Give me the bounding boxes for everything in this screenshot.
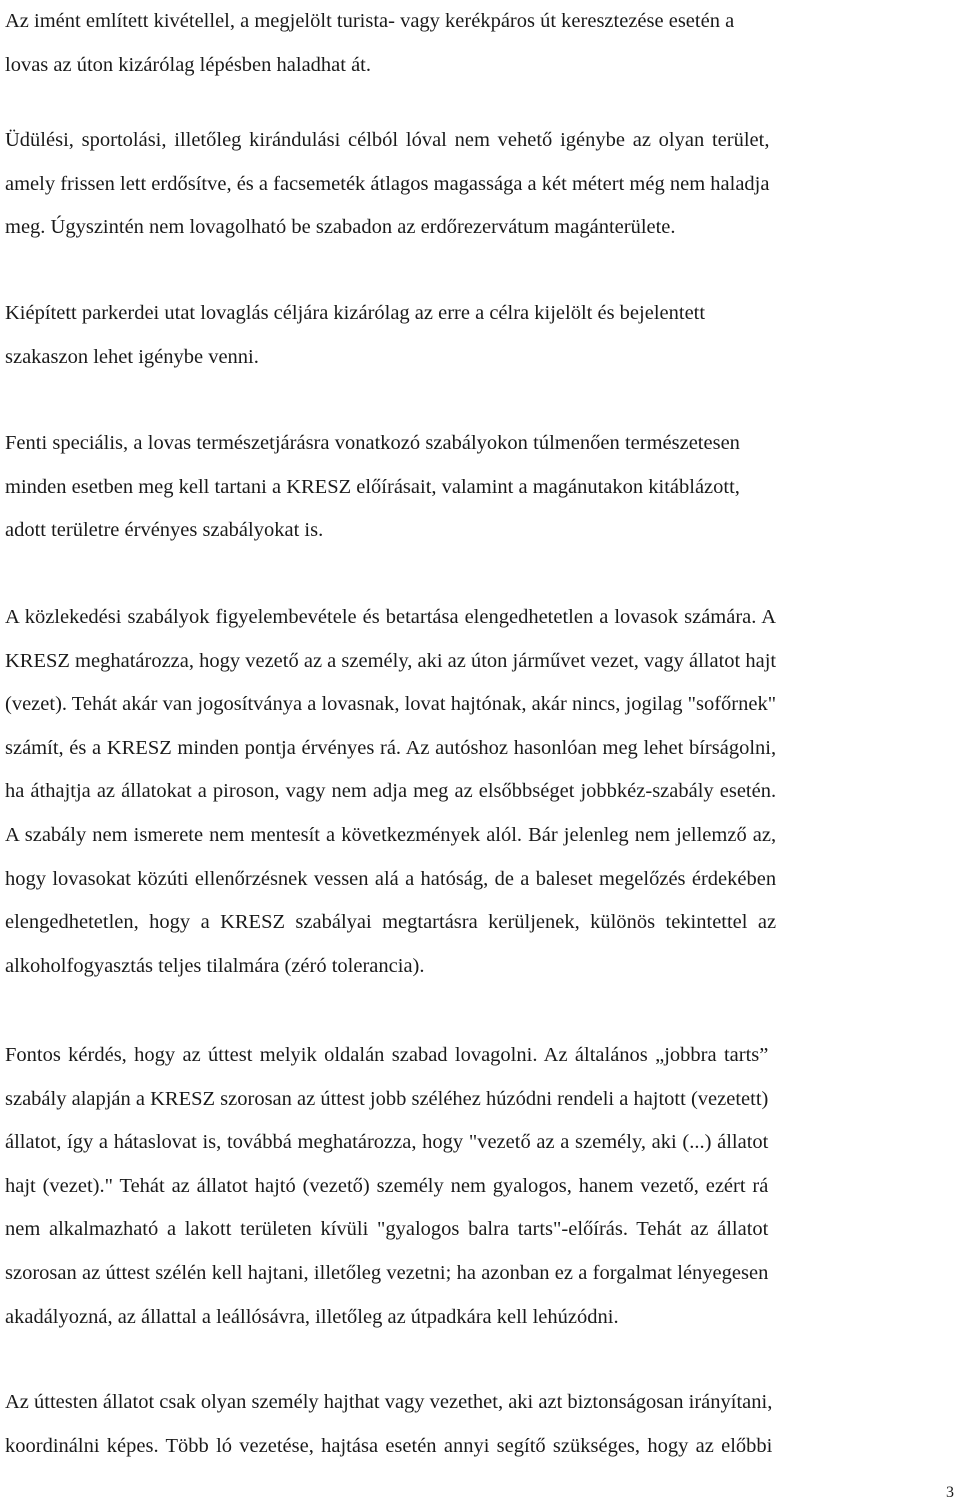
page-number: 3 (946, 1484, 954, 1501)
text-line: alkoholfogyasztás teljes tilalmára (zéró tolerancia). (5, 954, 425, 977)
text-line: nem alkalmazható a lakott területen kívüli "gyalogos balra tarts"-előírás. Tehát az állatot (5, 1218, 769, 1241)
text-line: Az úttesten állatot csak olyan személy hajthat vagy vezethet, aki azt biztonságosan irányítani, (5, 1391, 773, 1413)
text-line: Kiépített parkerdei utat lovaglás céljára kizárólag az erre a célra kijelölt és bejelentett (5, 302, 706, 324)
text-line: meg. Úgyszintén nem lovagolható be szabadon az erdőrezervátum magánterülete. (5, 216, 676, 239)
text-line: Fontos kérdés, hogy az úttest melyik oldalán szabad lovagolni. Az általános „jobbra tarts” (5, 1044, 769, 1066)
text-line: KRESZ meghatározza, hogy vezető az a személy, aki az úton járművet vezet, vagy állatot hajt (5, 649, 777, 672)
text-line: amely frissen lett erdősítve, és a facsemeték átlagos magassága a két métert még nem haladja (5, 172, 770, 195)
text-line: hajt (vezet)." Tehát az állatot hajtó (vezető) személy nem gyalogos, hanem vezető, ezért rá (5, 1174, 769, 1197)
paragraph-1 (5, 0, 734, 87)
paragraph-5 (5, 596, 776, 988)
paragraph-6 (5, 1034, 768, 1339)
text-line: Üdülési, sportolási, illetőleg kirándulási célból lóval nem vehető igénybe az olyan terület, (5, 129, 770, 151)
text-line: számít, és a KRESZ minden pontja érvényes rá. Az autóshoz hasonlóan meg lehet bírságolni, (5, 736, 777, 759)
text-line: akadályozná, az állattal a leállósávra, illetőleg az útpadkára kell lehúzódni. (5, 1305, 619, 1328)
text-line: koordinálni képes. Több ló vezetése, hajtása esetén annyi segítő szükséges, hogy az előbbi (5, 1434, 773, 1457)
paragraph-2 (5, 119, 769, 250)
text-line: Az imént említett kivétellel, a megjelölt turista- vagy kerékpáros út keresztezése esetén a (5, 10, 735, 32)
text-line: szabály alapján a KRESZ szorosan az úttest jobb széléhez húzódni rendeli a hajtott (vezetett) (5, 1087, 769, 1110)
text-line: lovas az úton kizárólag lépésben haladhat át. (5, 53, 372, 76)
text-line: (vezet). Tehát akár van jogosítványa a lovasnak, lovat hajtónak, akár nincs, jogilag "sofőrnek" (5, 693, 777, 716)
text-line: Fenti speciális, a lovas természetjárásra vonatkozó szabályokon túlmenően természetesen (5, 432, 740, 454)
text-line: adott területre érvényes szabályokat is. (5, 519, 324, 542)
text-line: hogy lovasokat közúti ellenőrzésnek vessen alá a hatóság, de a baleset megelőzés érdekében (5, 867, 777, 890)
text-line: állatot, így a hátaslovat is, továbbá meghatározza, hogy "vezető az a személy, aki (...) állatot (5, 1131, 769, 1154)
text-line: A közlekedési szabályok figyelembevétele és betartása elengedhetetlen a lovasok számára. A (5, 606, 777, 628)
text-line: szorosan az úttest szélén kell hajtani, illetőleg vezetni; ha azonban ez a forgalmat lényegesen (5, 1261, 769, 1284)
text-line: ha áthajtja az állatokat a piroson, vagy nem adja meg az elsőbbséget jobbkéz-szabály esetén. (5, 780, 777, 803)
paragraph-4 (5, 422, 740, 553)
paragraph-7 (5, 1381, 772, 1468)
text-line: elengedhetetlen, hogy a KRESZ szabályai megtartásra kerüljenek, különös tekintettel az (5, 911, 777, 934)
text-line: szakaszon lehet igénybe venni. (5, 345, 259, 368)
text-line: minden esetben meg kell tartani a KRESZ előírásait, valamint a magánutakon kitáblázott, (5, 475, 740, 498)
text-line: A szabály nem ismerete nem mentesít a következmények alól. Bár jelenleg nem jellemző az, (5, 823, 777, 846)
paragraph-3 (5, 292, 705, 379)
